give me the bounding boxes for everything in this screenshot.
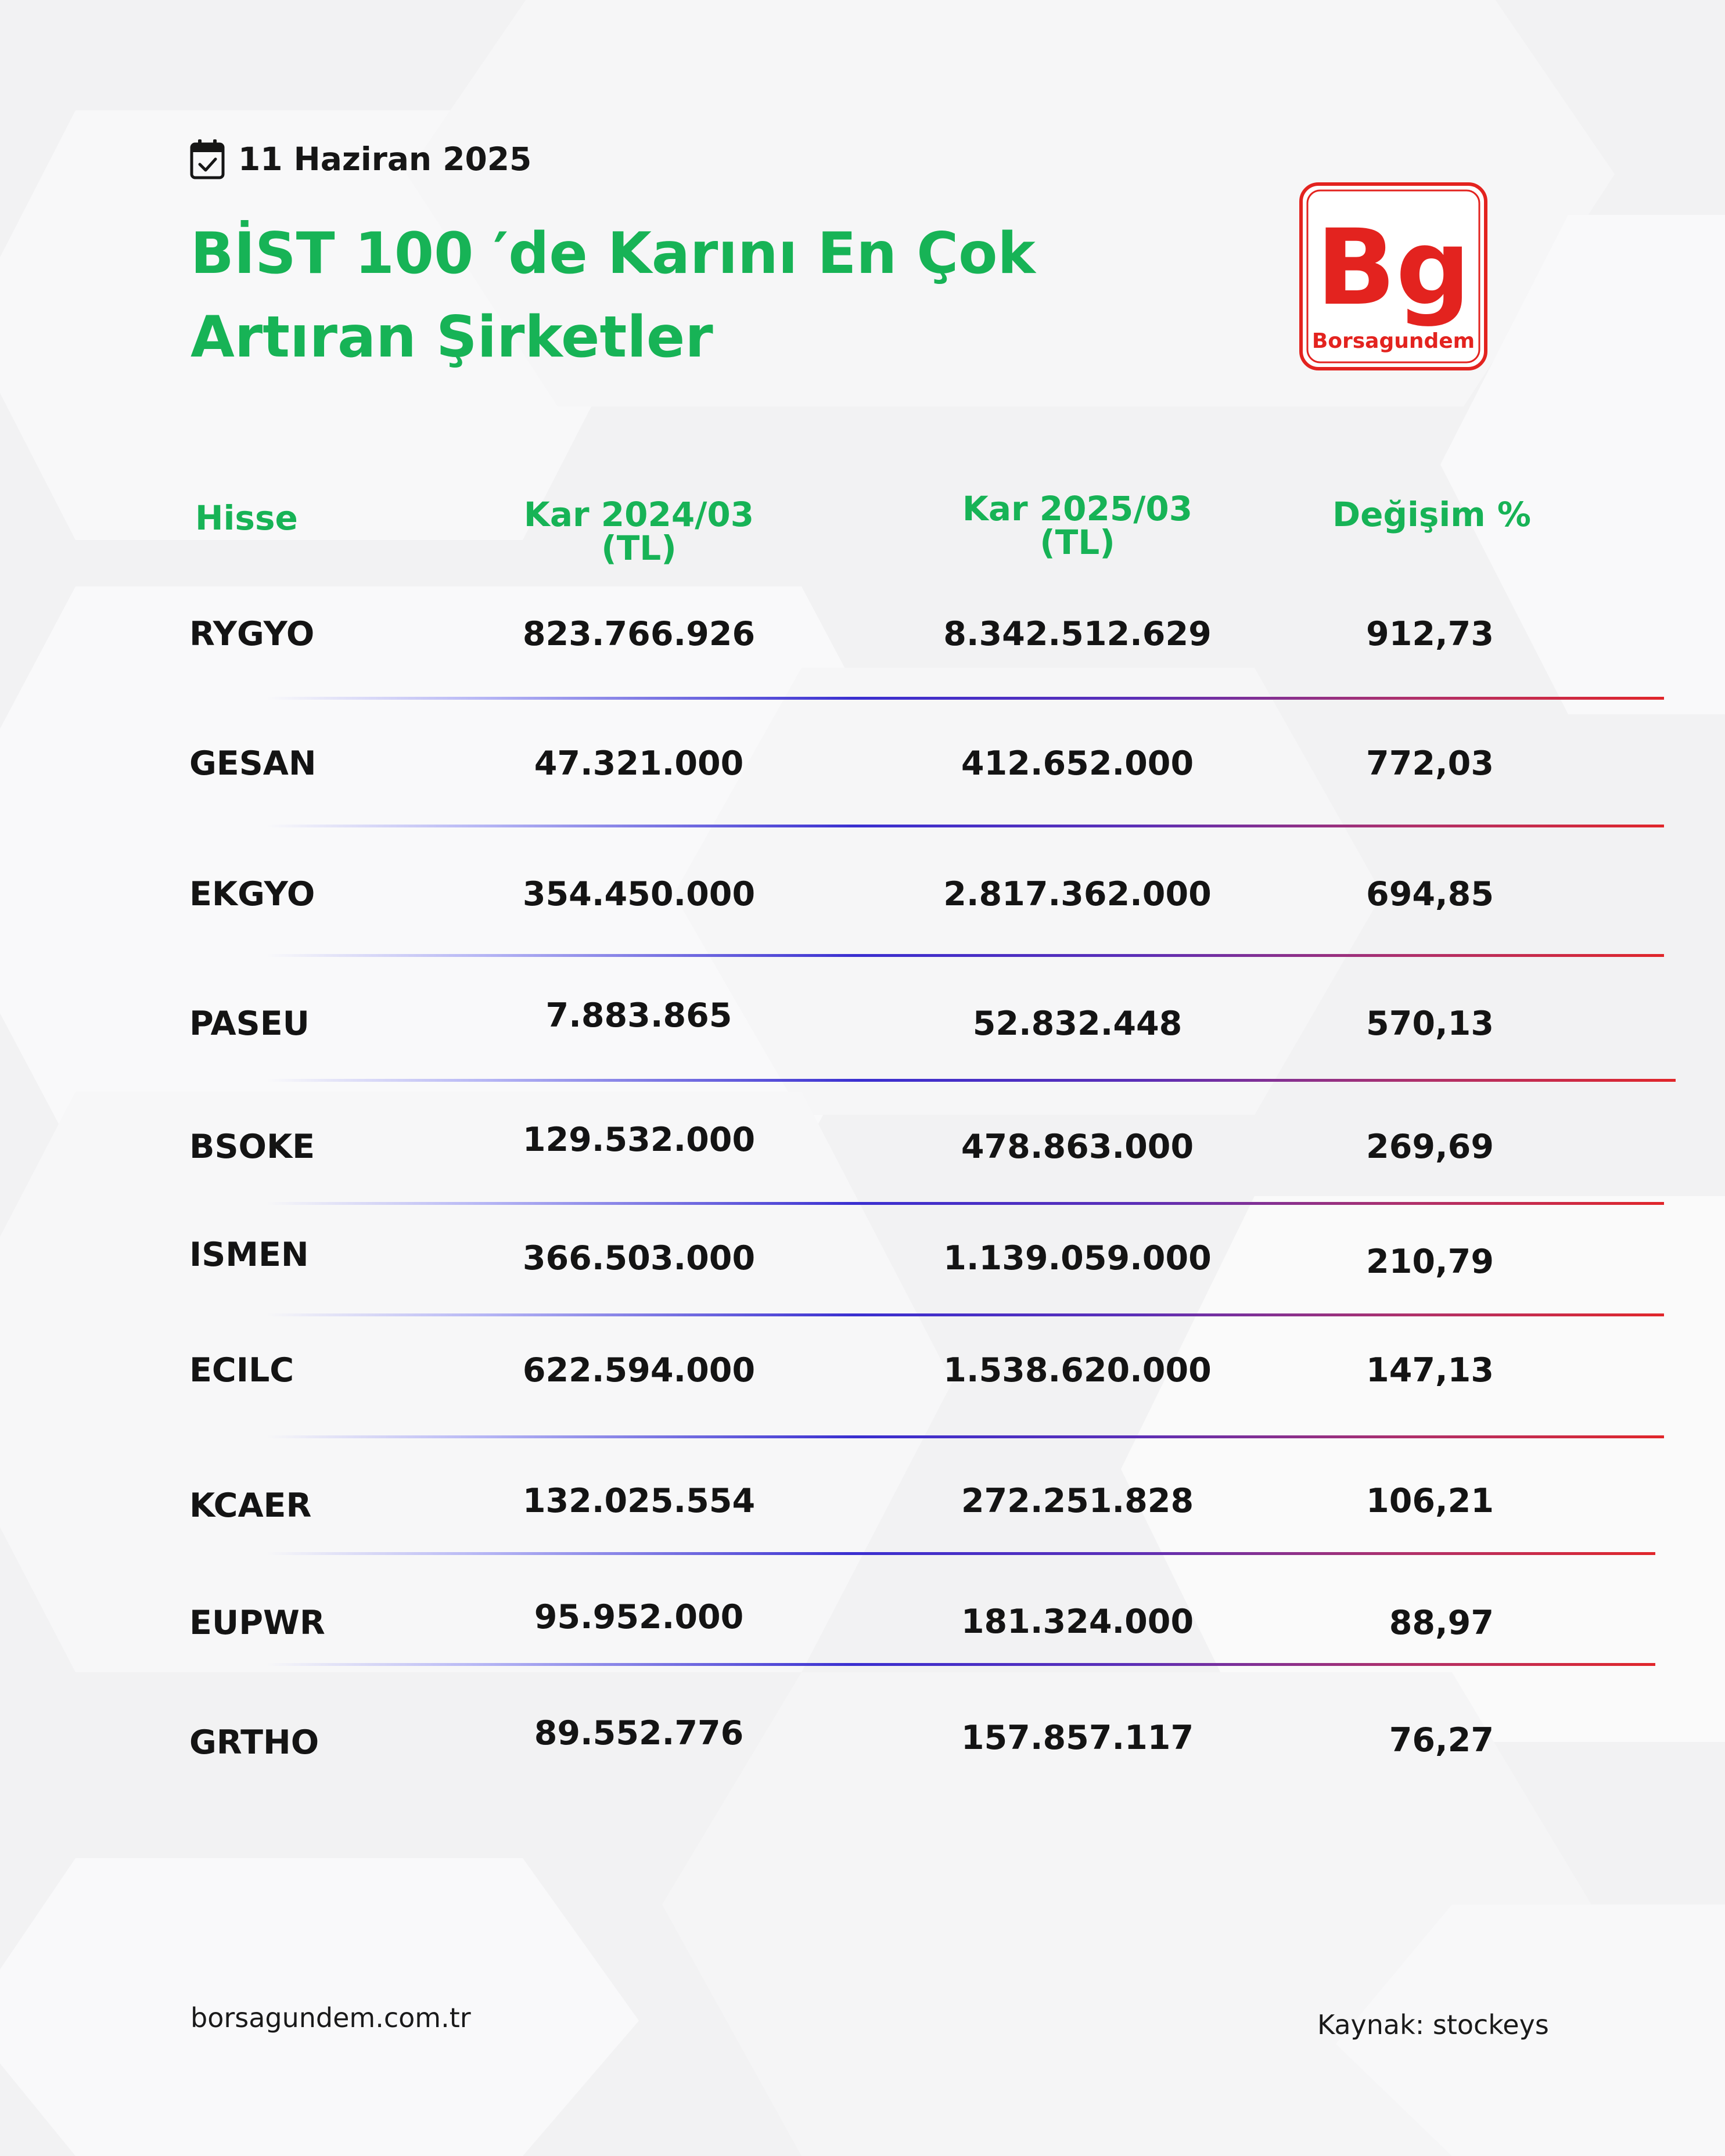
cell-stock: GRTHO bbox=[189, 1723, 319, 1762]
table-row bbox=[0, 992, 1725, 1056]
column-header-profit-2025-line2: (TL) bbox=[1040, 523, 1115, 562]
cell-change: 76,27 bbox=[1389, 1721, 1494, 1759]
cell-change: 269,69 bbox=[1366, 1128, 1494, 1166]
cell-stock: PASEU bbox=[189, 1005, 310, 1043]
row-divider bbox=[267, 697, 1664, 700]
cell-change: 210,79 bbox=[1366, 1243, 1494, 1281]
cell-profit-2025: 52.832.448 bbox=[972, 1005, 1183, 1043]
column-header-profit-2025 bbox=[915, 489, 1240, 562]
cell-profit-2024: 95.952.000 bbox=[534, 1598, 744, 1636]
column-header-profit-2024-line1: Kar 2024/03 bbox=[523, 495, 754, 534]
cell-profit-2024: 622.594.000 bbox=[522, 1351, 756, 1390]
cell-profit-2024: 7.883.865 bbox=[545, 996, 732, 1035]
cell-change: 570,13 bbox=[1366, 1005, 1494, 1043]
cell-change: 912,73 bbox=[1366, 615, 1494, 653]
table-row bbox=[0, 1338, 1725, 1402]
cell-profit-2024: 47.321.000 bbox=[534, 744, 744, 783]
row-divider bbox=[267, 1313, 1664, 1316]
cell-profit-2024: 366.503.000 bbox=[522, 1239, 756, 1277]
borsagundem-logo bbox=[1299, 182, 1488, 371]
table-row bbox=[0, 1115, 1725, 1179]
row-divider bbox=[267, 1435, 1664, 1438]
cell-change: 88,97 bbox=[1389, 1604, 1494, 1642]
table-row bbox=[0, 1585, 1725, 1649]
column-header-profit-2024 bbox=[476, 495, 802, 568]
website-link[interactable]: borsagundem.com.tr bbox=[191, 2002, 471, 2033]
cell-profit-2024: 132.025.554 bbox=[522, 1482, 756, 1520]
cell-profit-2025: 478.863.000 bbox=[961, 1128, 1194, 1166]
cell-stock: EUPWR bbox=[189, 1604, 325, 1642]
cell-profit-2025: 272.251.828 bbox=[961, 1482, 1194, 1520]
cell-profit-2025: 2.817.362.000 bbox=[943, 875, 1212, 913]
cell-stock: BSOKE bbox=[189, 1128, 315, 1166]
title-line-2: Artıran Şirketler bbox=[191, 304, 713, 370]
calendar-icon bbox=[189, 138, 225, 180]
page-title bbox=[191, 212, 1062, 379]
cell-profit-2025: 181.324.000 bbox=[961, 1603, 1194, 1641]
cell-profit-2025: 8.342.512.629 bbox=[943, 615, 1212, 653]
table-row bbox=[0, 602, 1725, 666]
cell-change: 106,21 bbox=[1366, 1482, 1494, 1520]
row-divider bbox=[267, 954, 1664, 957]
cell-profit-2024: 129.532.000 bbox=[522, 1121, 756, 1159]
cell-stock: RYGYO bbox=[189, 615, 315, 653]
date-label: 11 Haziran 2025 bbox=[238, 141, 532, 178]
table-row bbox=[0, 1469, 1725, 1533]
table-row bbox=[0, 1701, 1725, 1765]
cell-change: 772,03 bbox=[1366, 744, 1494, 783]
logo-name: Borsagundem bbox=[1311, 329, 1475, 353]
cell-stock: ISMEN bbox=[189, 1236, 309, 1274]
cell-change: 694,85 bbox=[1366, 875, 1494, 913]
source-label: Kaynak: stockeys bbox=[1317, 2009, 1549, 2040]
cell-profit-2024: 354.450.000 bbox=[522, 875, 756, 913]
table-row bbox=[0, 1226, 1725, 1290]
cell-change: 147,13 bbox=[1366, 1351, 1494, 1390]
date-row bbox=[189, 138, 531, 180]
row-divider bbox=[267, 1663, 1655, 1666]
cell-profit-2025: 412.652.000 bbox=[961, 744, 1194, 783]
table-row bbox=[0, 732, 1725, 796]
cell-profit-2025: 1.538.620.000 bbox=[943, 1351, 1212, 1390]
cell-stock: EKGYO bbox=[189, 875, 315, 913]
column-header-change: Değişim % bbox=[1332, 495, 1532, 534]
table-row bbox=[0, 862, 1725, 926]
logo-mark: Bg bbox=[1316, 207, 1471, 329]
cell-stock: ECILC bbox=[189, 1351, 294, 1390]
cell-stock: GESAN bbox=[189, 744, 317, 783]
column-header-stock: Hisse bbox=[195, 498, 298, 538]
cell-profit-2024: 89.552.776 bbox=[534, 1714, 744, 1752]
row-divider bbox=[267, 1552, 1655, 1555]
row-divider bbox=[267, 1202, 1664, 1205]
title-line-1: BİST 100 ′de Karını En Çok bbox=[191, 221, 1036, 287]
column-header-profit-2024-line2: (TL) bbox=[601, 528, 677, 568]
column-header-profit-2025-line1: Kar 2025/03 bbox=[962, 489, 1193, 528]
cell-profit-2025: 157.857.117 bbox=[961, 1719, 1194, 1757]
cell-profit-2025: 1.139.059.000 bbox=[943, 1239, 1212, 1277]
cell-profit-2024: 823.766.926 bbox=[522, 615, 756, 653]
cell-stock: KCAER bbox=[189, 1486, 312, 1525]
row-divider bbox=[267, 825, 1664, 827]
row-divider bbox=[267, 1079, 1676, 1082]
